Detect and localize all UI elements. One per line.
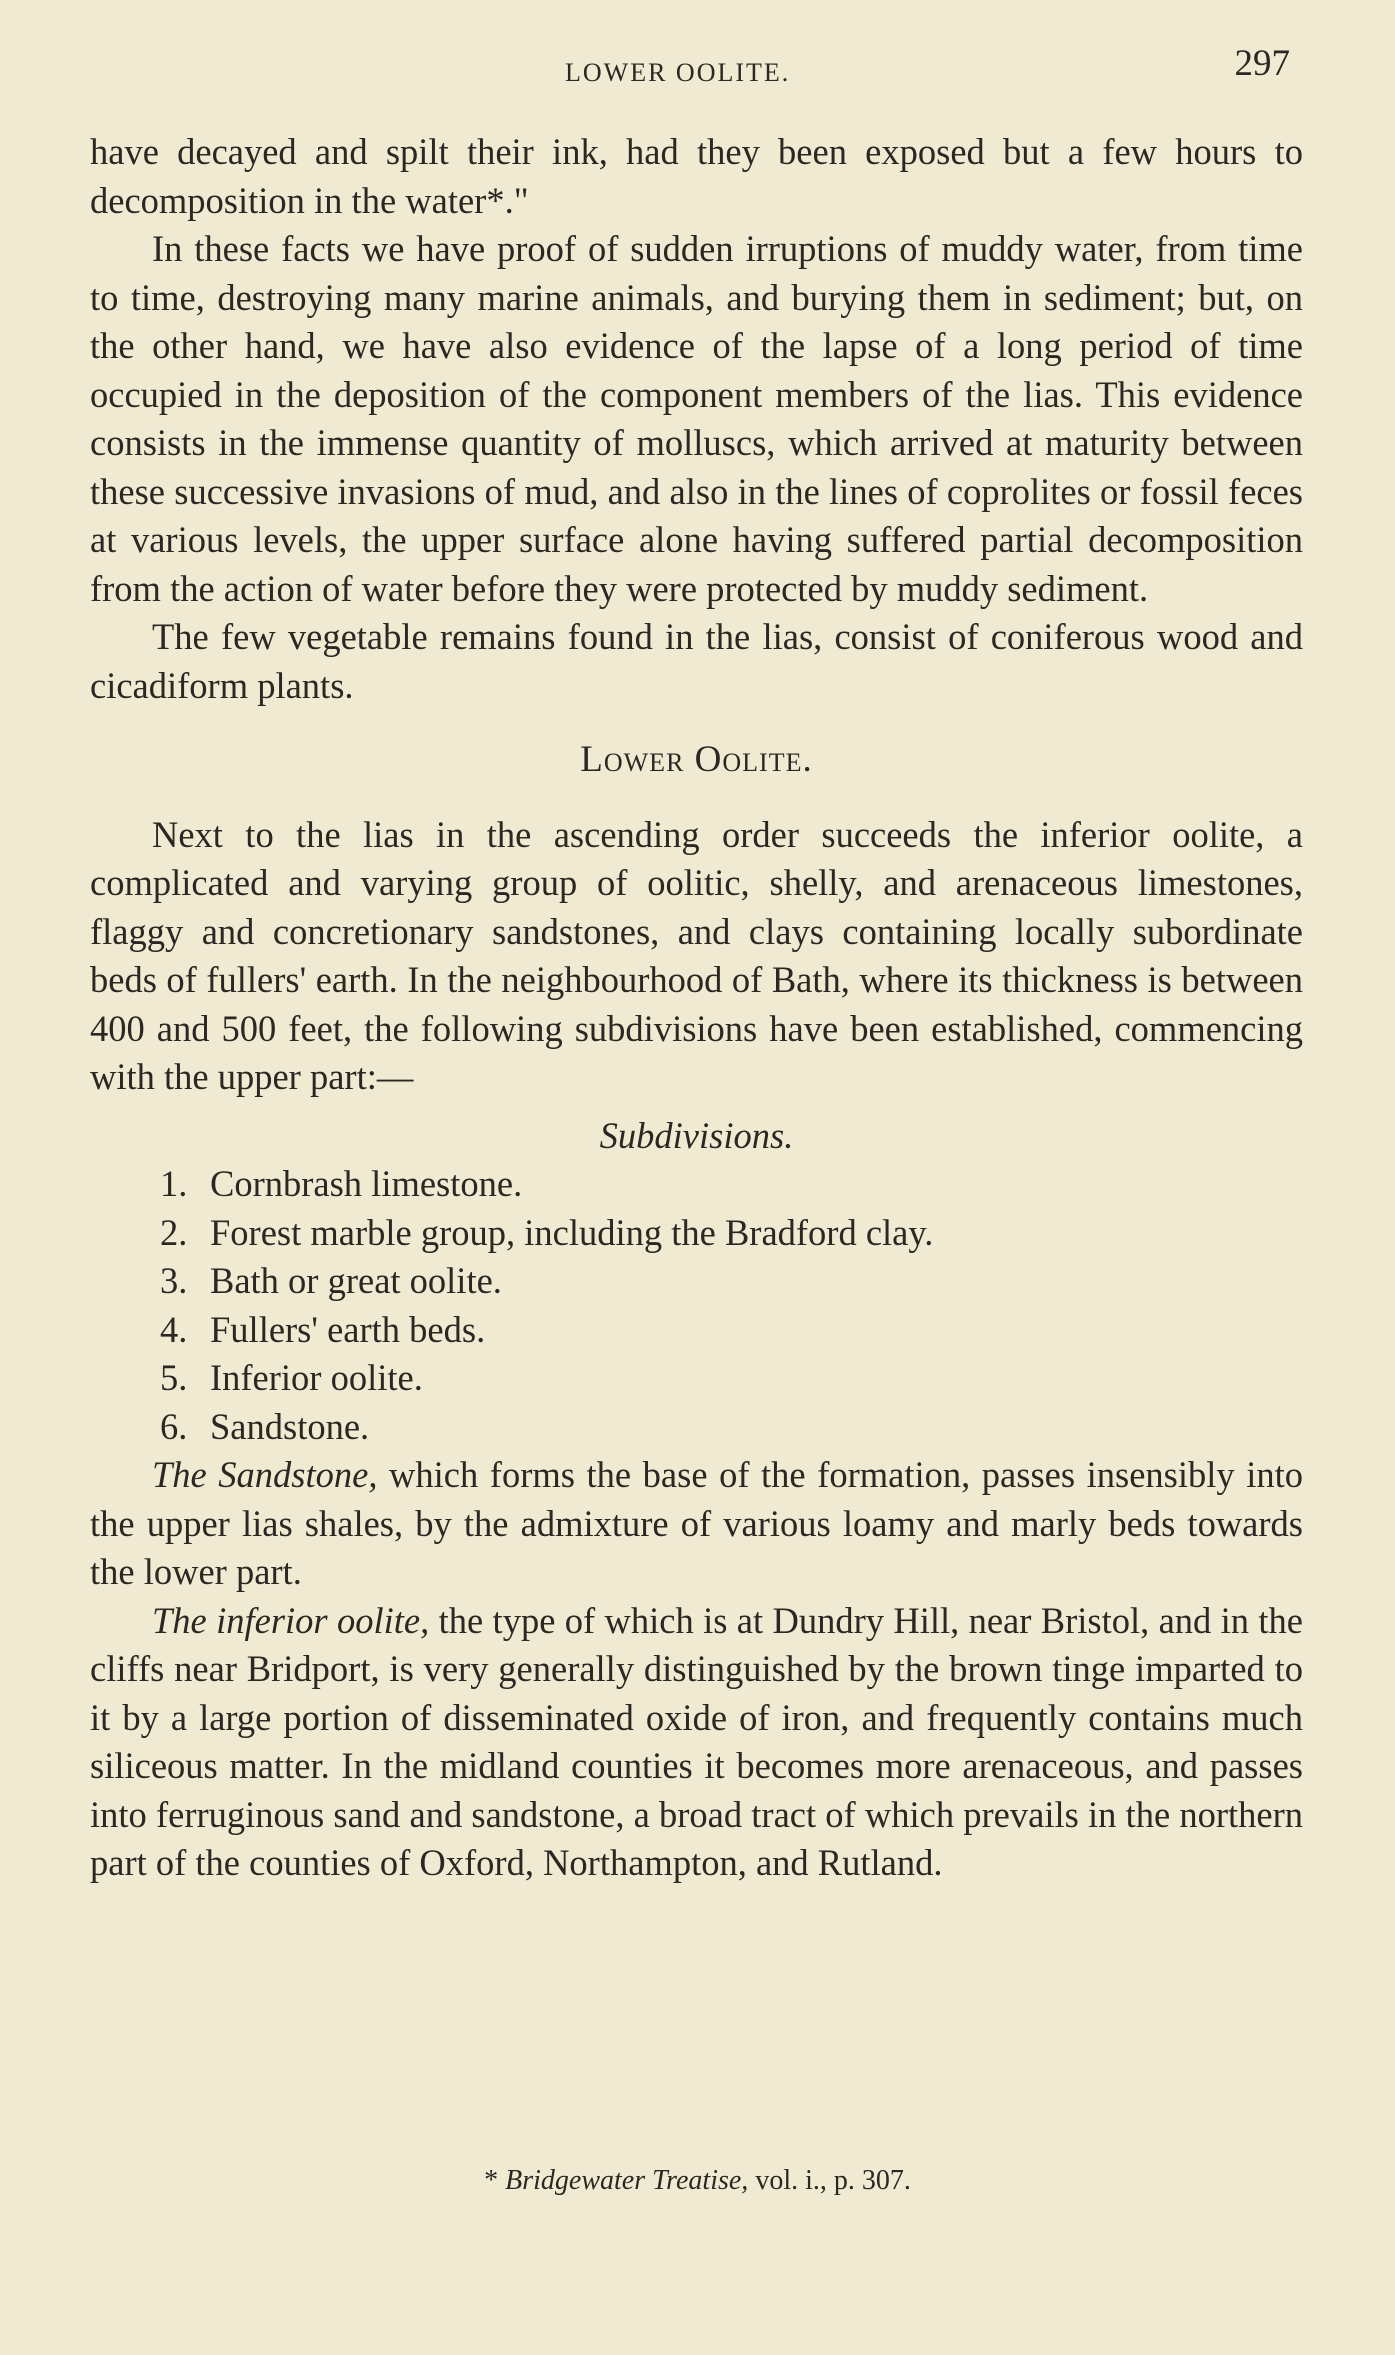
section-heading: Lower Oolite. [580, 739, 813, 780]
italic-lead: The Sandstone, [152, 1454, 378, 1495]
paragraph-text: which forms the base of the formation, passes insensibly into the upper lias shales, by the admixture of various loamy and marly beds towards the lower part. [90, 1454, 1303, 1592]
italic-lead: The inferior oolite, [152, 1599, 430, 1641]
list-item [160, 1209, 1303, 1258]
list-number: 4. [160, 1308, 188, 1350]
list-number: 5. [160, 1357, 188, 1398]
list-text: Cornbrash limestone. [210, 1163, 523, 1204]
list-number: 2. [160, 1211, 188, 1253]
paragraph: In these facts we have proof of sudden irruptions of muddy water, from time to time, destroying many marine animals, and burying them in sediment; but, on the other hand, we have also evidence of the lapse of a long period of time occupied in the deposition of the component members of the lias. This evidence consists in the immense quantity of molluscs, which arrived at maturity between these successive invasions of mud, and also in the lines of coprolites or fossil feces at various levels, the upper surface alone having suffered partial decomposition from the action of water before they were protected by muddy sediment. [90, 228, 1303, 609]
running-title: LOWER OOLITE. [565, 58, 791, 87]
footnote-marker: * [484, 2165, 499, 2196]
subdivisions-heading: Subdivisions. [599, 1114, 794, 1156]
footnote-ref: vol. i., p. 307. [755, 2165, 911, 2196]
list-item [160, 1306, 1303, 1355]
page-header [95, 42, 1290, 92]
paragraph-inferior-oolite [90, 1597, 1303, 1888]
page-body [90, 128, 1303, 1888]
section-intro: Next to the lias in the ascending order succeeds the inferior oolite, a complicated and varying group of oolitic, shelly, and arenaceous limestones, flaggy and concretionary sandstones, and clays containing locally subordinate beds of fullers' earth. In the neighbourhood of Bath, where its thickness is between 400 and 500 feet, the following subdivisions have been established, commencing with the upper part:— [90, 813, 1303, 1097]
list-item [160, 1403, 1303, 1452]
subdivisions-list [90, 1160, 1303, 1451]
list-text: Sandstone. [210, 1405, 370, 1447]
paragraph: The few vegetable remains found in the lias, consist of coniferous wood and cicadiform plants. [90, 616, 1303, 706]
footnote [0, 2165, 1395, 2197]
list-number: 3. [160, 1260, 188, 1301]
paragraph-text: the type of which is at Dundry Hill, near Bristol, and in the cliffs near Bridport, is very generally distinguished by the brown tinge imparted to it by a large portion of disseminated oxide of iron, and frequently contains much siliceous matter. In the midland counties it becomes more arenaceous, and passes into ferruginous sand and sandstone, a broad tract of which prevails in the northern part of the counties of Oxford, Northampton, and Rutland. [90, 1599, 1304, 1883]
list-item [160, 1257, 1303, 1306]
list-text: Inferior oolite. [210, 1357, 423, 1398]
paragraph-sandstone [90, 1451, 1303, 1597]
list-number: 1. [160, 1163, 188, 1204]
footnote-title: Bridgewater Treatise, [505, 2165, 749, 2196]
list-text: Forest marble group, including the Bradford clay. [210, 1211, 934, 1253]
page-number: 297 [1234, 43, 1290, 84]
list-text: Bath or great oolite. [210, 1260, 502, 1301]
paragraph: have decayed and spilt their ink, had they been exposed but a few hours to decomposition in the water*." [90, 131, 1303, 221]
list-text: Fullers' earth beds. [210, 1308, 486, 1350]
list-number: 6. [160, 1405, 188, 1447]
list-item [160, 1354, 1303, 1403]
list-item [160, 1160, 1303, 1209]
